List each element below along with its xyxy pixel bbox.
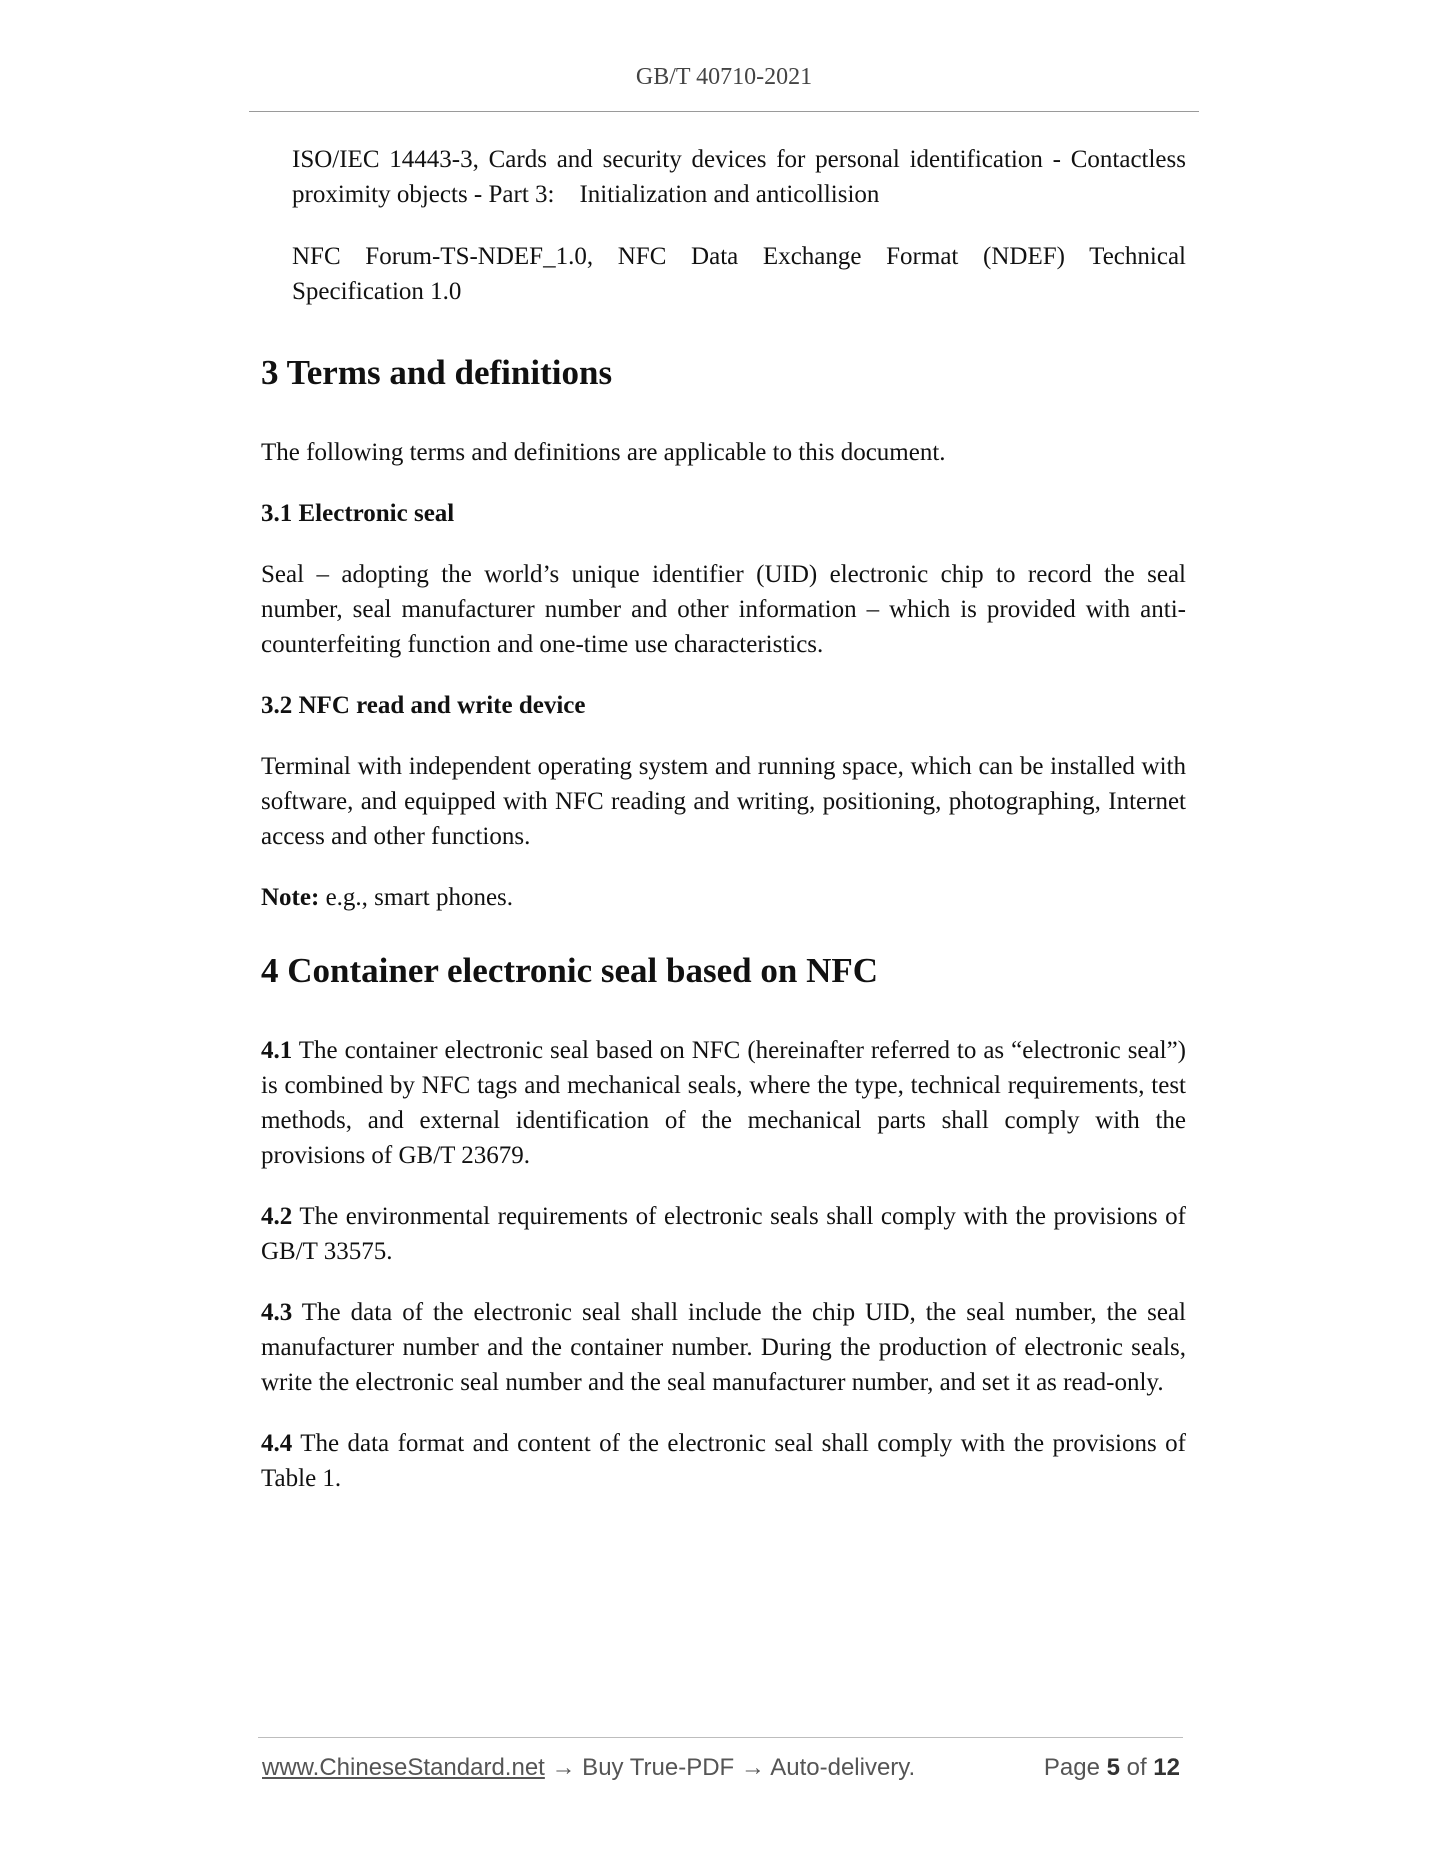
clause-text: The data of the electronic seal shall include the chip UID, the seal number, the seal manufacturer number and the container number. During the production of electronic seals, write the electronic seal number and the seal manufacturer number, and set it as read-only. <box>261 1299 1186 1396</box>
clause-text: The data format and content of the electronic seal shall comply with the provisions of Table 1. <box>261 1430 1186 1492</box>
clause-text: The container electronic seal based on NFC (hereinafter referred to as “electronic seal”) is combined by NFC tags and mechanical seals, where the type, technical requirements, test methods, and external identification of the mechanical parts shall comply with the provisions of GB/T 23679. <box>261 1037 1186 1169</box>
term-definition: Seal – adopting the world’s unique identifier (UID) electronic chip to record the seal number, seal manufacturer number and other information – which is provided with anti-counterfeiting function and one-time use characteristics. <box>261 561 1186 658</box>
term-heading: 3.2 NFC read and write device <box>261 692 586 719</box>
term-heading: 3.1 Electronic seal <box>261 500 455 527</box>
header-divider <box>249 111 1199 112</box>
footer-promo <box>262 1752 915 1784</box>
page-label: Page <box>1043 1754 1107 1781</box>
running-header: GB/T 40710-2021 <box>635 64 813 90</box>
section-heading: 4 Container electronic seal based on NFC <box>261 951 878 990</box>
site-link[interactable]: www.ChineseStandard.net <box>262 1754 545 1781</box>
clause-text: The environmental requirements of electronic seals shall comply with the provisions of GB/T 33575. <box>261 1203 1186 1265</box>
page-of: of <box>1119 1754 1154 1781</box>
term-note <box>261 880 1186 915</box>
clause-number: 4.2 <box>261 1203 293 1230</box>
section-heading: 3 Terms and definitions <box>261 353 613 392</box>
term-definition: Terminal with independent operating system and running space, which can be installed with software, and equipped with NFC reading and writing, positioning, photographing, Internet access and other functions. <box>261 753 1186 850</box>
footer-tagline: → Buy True-PDF → Auto-delivery. <box>544 1754 916 1781</box>
footer-divider <box>258 1737 1183 1738</box>
clause <box>261 1295 1186 1400</box>
normative-reference: NFC Forum-TS-NDEF_1.0, NFC Data Exchange Format (NDEF) Technical Specification 1.0 <box>292 243 1186 305</box>
section-intro: The following terms and definitions are applicable to this document. <box>261 439 946 466</box>
page-current: 5 <box>1106 1754 1120 1781</box>
clause <box>261 1199 1186 1269</box>
page-body <box>261 142 1186 1496</box>
page-total: 12 <box>1153 1754 1180 1781</box>
note-text: e.g., smart phones. <box>319 884 514 911</box>
page-indicator <box>1044 1752 1180 1784</box>
clause-number: 4.1 <box>261 1037 293 1064</box>
clause <box>261 1426 1186 1496</box>
clause-number: 4.4 <box>261 1430 293 1457</box>
normative-reference: ISO/IEC 14443-3, Cards and security devices for personal identification - Contactless proximity objects - Part 3: Initialization and anticollision <box>292 146 1186 208</box>
clause-number: 4.3 <box>261 1299 293 1326</box>
note-label: Note: <box>261 884 320 911</box>
clause <box>261 1033 1186 1173</box>
